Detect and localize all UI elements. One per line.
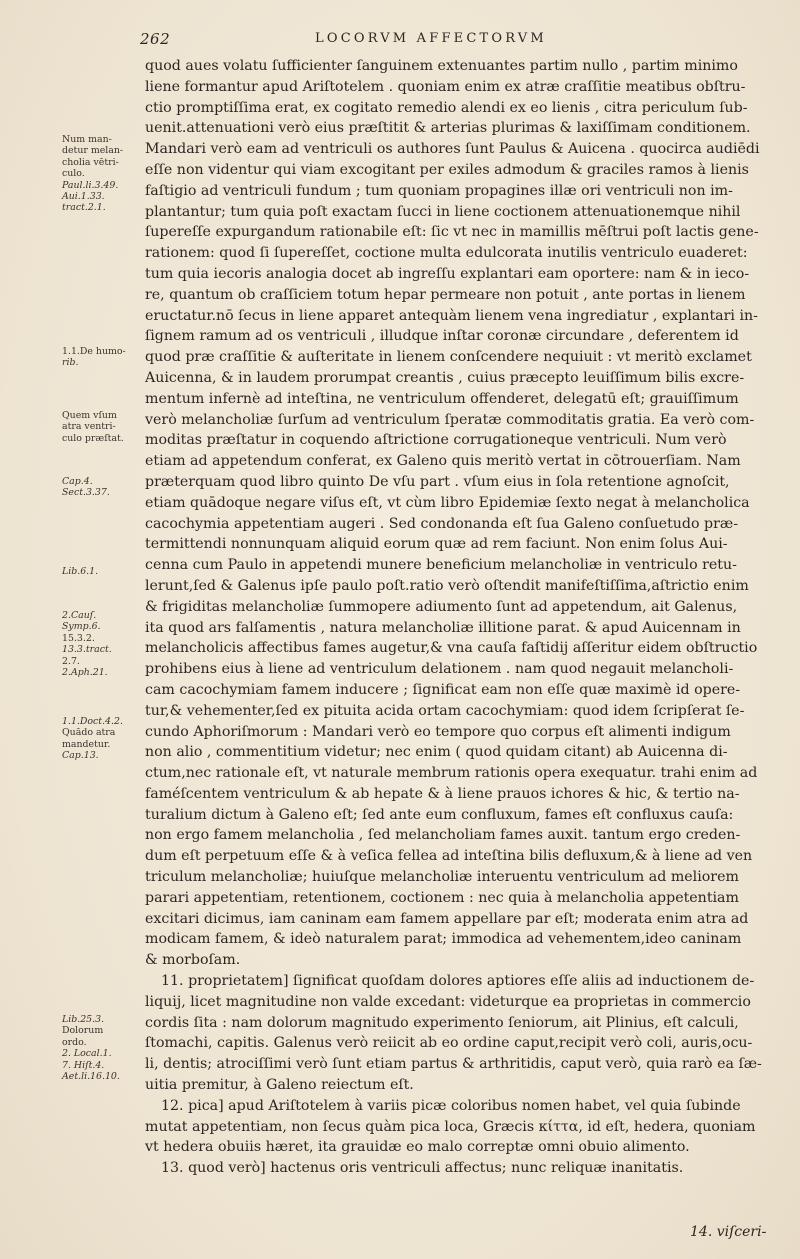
text-line: cordis ſita : nam dolorum magnitudo experimento ſeniorum, ait Plinius, eſt calculi, bbox=[145, 1014, 739, 1031]
text-line: mutat appetentiam, non ſecus quàm pica loca, Græcis κίττα, id eſt, hedera, quoniam bbox=[145, 1118, 756, 1135]
margin-note: 1.1.Doct.4.2. Quādo atra mandetur. Cap.13. bbox=[62, 716, 123, 762]
text-line: quod præ craſſitie & auſteritate in lienem conſcendere nequiuit : vt meritò exclamet bbox=[145, 349, 752, 366]
text-line: cundo Aphoriſmorum : Mandari verò eo tempore quo corpus eſt alimenti indigum bbox=[145, 723, 731, 740]
text-line: 12. pica] apud Ariſtotelem à variis picæ coloribus nomen habet, vel quia ſubinde bbox=[161, 1097, 741, 1114]
text-line: liquij, licet magnitudine non valde excedant: videturque ea proprietas in commercio bbox=[145, 993, 751, 1010]
page-header bbox=[140, 30, 780, 52]
running-head: LOCORVM AFFECTORVM bbox=[315, 31, 547, 46]
text-line: quod aues volatu ſufficienter ſanguinem extenuantes partim nullo , partim minimo bbox=[145, 58, 738, 74]
text-line: termittendi nonnunquam aliquid eorum quæ ad rem faciunt. Non enim ſolus Aui- bbox=[145, 536, 728, 553]
text-line: 11. proprietatem] ſignificat quoſdam dolores aptiores eſſe aliis ad inductionem de- bbox=[161, 973, 755, 990]
text-line: non ergo famem melancholia , ſed melancholiam fames auxit. tantum ergo creden- bbox=[145, 827, 741, 844]
body-text bbox=[145, 56, 775, 1179]
text-line: etiam quādoque negare viſus eſt, vt cùm libro Epidemiæ ſexto negat à melancholica bbox=[145, 494, 750, 511]
text-line: vt hedera obuiis hæret, ita grauidæ eo malo correptæ omni obuio alimento. bbox=[145, 1139, 690, 1156]
text-line: liene formantur apud Ariſtotelem . quoniam enim ex atræ craſſitie meatibus obſtru- bbox=[145, 78, 746, 95]
text-line: ſtomachi, capitis. Galenus verò reiicit ab eo ordine caput,recipit verò coli, auris,ocu- bbox=[145, 1035, 753, 1052]
text-line: faméſcentem ventriculum & ab hepate & à liene prauos ichores & hic, & tertio na- bbox=[145, 785, 740, 802]
text-line: faſtigio ad ventriculi fundum ; tum quoniam propagines illæ ori ventriculi non im- bbox=[145, 182, 733, 199]
margin-note: Quem vſum atra ventri- culo præſtat. bbox=[62, 410, 124, 444]
margin-note: Cap.4. Sect.3.37. bbox=[62, 476, 110, 499]
text-line: turalium dictum à Galeno eſt; ſed ante eum confluxum, fames eſt confluxus cauſa: bbox=[145, 806, 734, 823]
text-line: Mandari verò eam ad ventriculi os authores ſunt Paulus & Auicena . quocirca audiēdi bbox=[145, 141, 760, 158]
text-line: eructatur.nō ſecus in liene apparet antequàm lienem vena ingrediatur , explantari in- bbox=[145, 307, 758, 324]
text-line: parari appetentiam, retentionem, coctionem : nec quia à melancholia appetentiam bbox=[145, 889, 739, 906]
text-line: cenna cum Paulo in appetendi munere beneficium melancholiæ in ventriculo retu- bbox=[145, 557, 737, 574]
text-line: tur,& vehementer,ſed ex pituita acida ortam cacochymiam: quod idem ſcripſerat ſe- bbox=[145, 702, 745, 719]
catchword: 14. viſceri- bbox=[690, 1224, 767, 1240]
text-line: re, quantum ob craſſiciem totum hepar permeare non potuit , ante portas in lienem bbox=[145, 286, 746, 303]
margin-note: Num man- detur melan- cholia vētri- culo. Paul.li.3.49. Aui.1.33. tract.2.1. bbox=[62, 134, 124, 214]
text-line: etiam ad appetendum conferat, ex Galeno quis meritò vertat in cōtrouerſiam. Nam bbox=[145, 453, 741, 470]
page-number: 262 bbox=[140, 30, 171, 48]
text-line: excitari dicimus, iam caninam eam famem appellare par eſt; moderata enim atra ad bbox=[145, 910, 749, 927]
text-line: triculum melancholiæ; huiuſque melancholiæ interuentu ventriculum ad meliorem bbox=[145, 869, 739, 886]
text-line: & morboſam. bbox=[145, 952, 241, 969]
text-line: cacochymia appetentiam augeri . Sed condonanda eſt ſua Galeno conſuetudo præ- bbox=[145, 515, 739, 532]
text-line: ita quod ars falſamentis , natura melancholiæ illitione parat. & apud Auicennam in bbox=[145, 619, 741, 636]
text-line: cam cacochymiam famem inducere ; ſignificat eam non eſſe quæ maximè id opere- bbox=[145, 681, 741, 698]
text-line: Auicenna, & in laudem prorumpat creantis , cuius præcepto leuiſſimum bilis excre- bbox=[145, 369, 745, 386]
margin-note: Lib.6.1. bbox=[62, 566, 99, 577]
text-line: rationem: quod ſi ſupereſſet, coctione multa edulcorata inutilis ventriculo euaderet: bbox=[145, 245, 748, 262]
text-line: verò melancholiæ ſurſum ad ventriculum ſperatæ commoditatis gratia. Ea verò com- bbox=[145, 411, 755, 428]
text-line: mentum infernè ad inteſtina, ne ventriculum offenderet, delegatū eſt; grauiſſimum bbox=[145, 390, 739, 407]
text-line: & frigiditas melancholiæ ſummopere adiumento ſunt ad appetendum, ait Galenus, bbox=[145, 598, 738, 615]
margin-note: 1.1.De humo- rib. bbox=[62, 346, 126, 369]
text-line: non alio , commentitium videtur; nec enim ( quod quidam citant) ab Auicenna di- bbox=[145, 744, 728, 761]
text-line: tum quia iecoris analogia docet ab ingreſſu explantari eam oportere: nam & in ieco- bbox=[145, 265, 750, 282]
text-line: eſſe non videntur qui viam excogitant per exiles admodum & graciles ramos à lienis bbox=[145, 161, 749, 178]
text-line: 13. quod verò] hactenus oris ventriculi affectus; nunc reliquæ inanitatis. bbox=[161, 1160, 684, 1177]
text-line: uitia premitur, à Galeno reiectum eſt. bbox=[145, 1077, 414, 1094]
text-line: moditas præſtatur in coquendo aſtrictione corrugationeque ventriculi. Num verò bbox=[145, 432, 727, 449]
text-line: uenit.attenuationi verò eius præſtitit & arterias plurimas & laxiſſimam conditionem. bbox=[145, 120, 751, 137]
text-line: præterquam quod libro quinto De vſu part . vſum eius in ſola retentione agnoſcit, bbox=[145, 473, 730, 490]
text-line: lerunt,ſed & Galenus ipſe paulo poſt.ratio verò oſtendit manifeſtiſſima,aſtrictio enim bbox=[145, 577, 749, 594]
text-line: plantantur; tum quia poſt exactam ſucci in liene coctionem attenuationemque nihil bbox=[145, 203, 741, 220]
text-line: ctio promptiſſima erat, ex cogitato remedio alendi ex eo lienis , citra periculum ſub- bbox=[145, 99, 748, 116]
text-line: ſignem ramum ad os ventriculi , illudque inſtar coronæ circundare , deferentem id bbox=[145, 328, 739, 345]
margin-note: Lib.25.3. Dolorum ordo. 2. Local.1. 7. Hiſt.4. Aet.li.16.10. bbox=[62, 1014, 120, 1083]
margin-note: 2.Cauſ. Symp.6. 15.3.2. 13.3.tract. 2.7. 2.Aph.21. bbox=[62, 610, 112, 679]
text-line: prohibens eius à liene ad ventriculum delationem . nam quod negauit melancholi- bbox=[145, 661, 734, 678]
text-line: ſupereſſe expurgandum rationabile eſt: ſic vt nec in mamillis mēſtrui poſt lactis gene- bbox=[145, 224, 759, 241]
text-line: dum eſt perpetuum eſſe & à veſica fellea ad inteſtina bilis defluxum,& à liene ad ven bbox=[145, 848, 753, 865]
text-line: melancholicis affectibus fames augetur,& vna cauſa faſtidij aſſeritur eidem obſtructio bbox=[145, 640, 758, 657]
text-line: modicam famem, & ideò naturalem parat; immodica ad vehementem,ideo caninam bbox=[145, 931, 742, 948]
text-line: ctum,nec rationale eſt, vt naturale membrum rationis opera exequatur. trahi enim ad bbox=[145, 765, 758, 782]
text-line: li, dentis; atrociſſimi verò ſunt etiam partus & arthritidis, caput verò, quia rarò ea ſæ- bbox=[145, 1056, 762, 1073]
